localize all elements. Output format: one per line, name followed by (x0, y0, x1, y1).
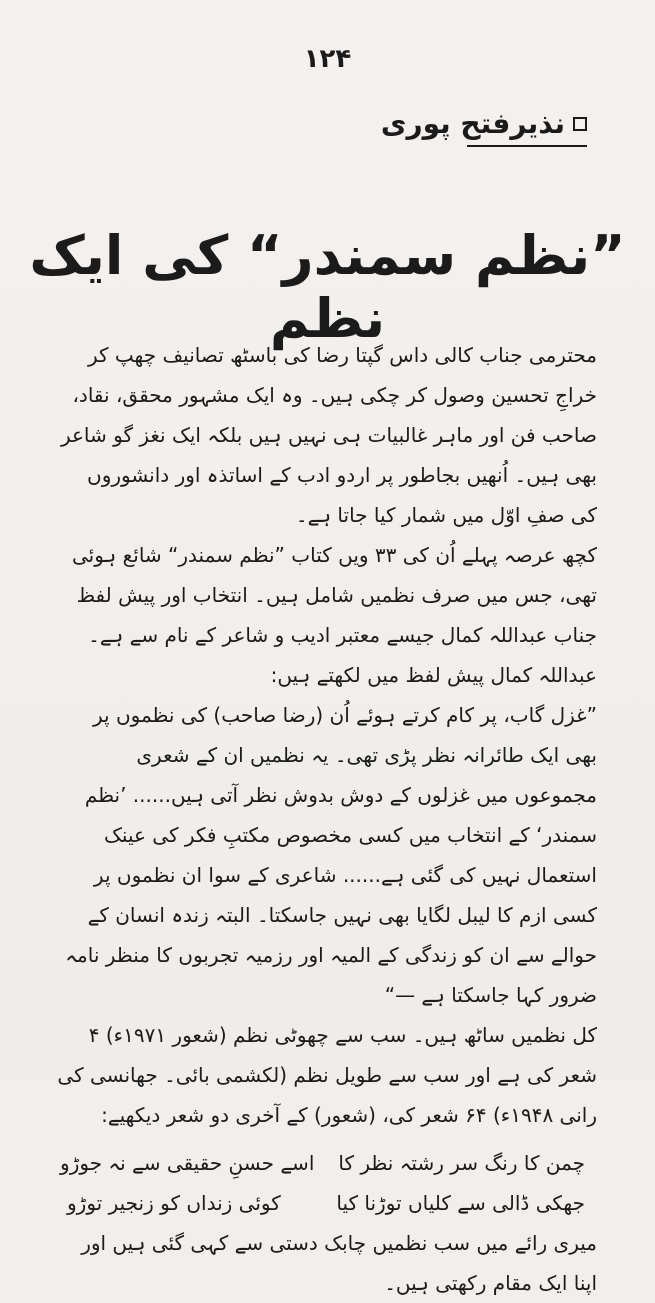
poetry-line-1-left: اسے حسنِ حقیقی سے نہ جوڑو (60, 1151, 315, 1175)
author-underline (467, 145, 587, 147)
poetry-line-2 (57, 1183, 597, 1223)
paragraph-3: کل نظمیں ساٹھ ہیں۔ سب سے چھوٹی نظم (شعور ۱۹۷۱ء) ۴ شعر کی ہے اور سب سے طویل نظم (لکشمی بائی۔ جھانسی کی رانی ۱۹۴۸ء) ۶۴ شعر کی، (شعور) کے آخری دو شعر دیکھیے: (57, 1023, 597, 1127)
poetry-line-1 (57, 1143, 597, 1183)
article-body (57, 335, 597, 1303)
author-heading (381, 107, 587, 140)
paragraph-1: محترمی جناب کالی داس گپتا رضا کی باسٹھ تصانیف چھپ کر خراجِ تحسین وصول کر چکی ہیں۔ وہ ایک مشہور محقق، نقاد، صاحب فن اور ماہر غالبیات ہی نہیں ہیں بلکہ ایک نغز گو شاعر بھی ہیں۔ اُنھیں بجاطور پر اردو ادب کے اساتذہ اور دانشوروں کی صفِ اوّل میں شمار کیا جاتا ہے۔ (60, 343, 597, 527)
poetry-line-2-right: جھکی ڈالی سے کلیاں توڑنا کیا (336, 1191, 585, 1215)
poetry-line-2-left: کوئی زنداں کو زنجیر توڑو (67, 1191, 281, 1215)
page-number: ۱۲۴ (303, 44, 352, 74)
closing-paragraph: میری رائے میں سب نظمیں چابک دستی سے کہی گئی ہیں اور اپنا ایک مقام رکھتی ہیں۔ (81, 1231, 597, 1295)
quoted-passage: ”غزل گاب، پر کام کرتے ہوئے اُن (رضا صاحب) کی نظموں پر بھی ایک طائرانہ نظر پڑی تھی۔ یہ نظمیں ان کے شعری مجموعوں میں غزلوں کے دوش بدوش نظر آتی ہیں...... ’نظم سمندر‘ کے انتخاب میں کسی مخصوص مکتبِ فکر کی عینک استعمال نہیں کی گئی ہے...... شاعری کے سوا ان نظموں پر کسی ازم کا لیبل لگایا بھی نہیں جاسکتا۔ البتہ زندہ انسان کے حوالے سے ان کو زندگی کے المیہ اور رزمیہ تجربوں کا منظر نامہ ضرور کہا جاسکتا ہے —“ (65, 703, 597, 1007)
poetry-block (57, 1143, 597, 1223)
square-bullet-icon (573, 117, 587, 131)
author-name: نذیرفتح پوری (380, 107, 565, 140)
paragraph-2: کچھ عرصہ پہلے اُن کی ۳۳ ویں کتاب ”نظم سمندر“ شائع ہوئی تھی، جس میں صرف نظمیں شامل ہیں۔ انتخاب اور پیش لفظ جناب عبداللہ کمال جیسے معتبر ادیب و شاعر کے نام سے ہے۔ عبداللہ کمال پیش لفظ میں لکھتے ہیں: (71, 543, 597, 687)
article-title: ”نظم سمندر“ کی ایک نظم (29, 224, 626, 350)
poetry-line-1-right: چمن کا رنگ سر رشتہ نظر کا (338, 1151, 585, 1175)
